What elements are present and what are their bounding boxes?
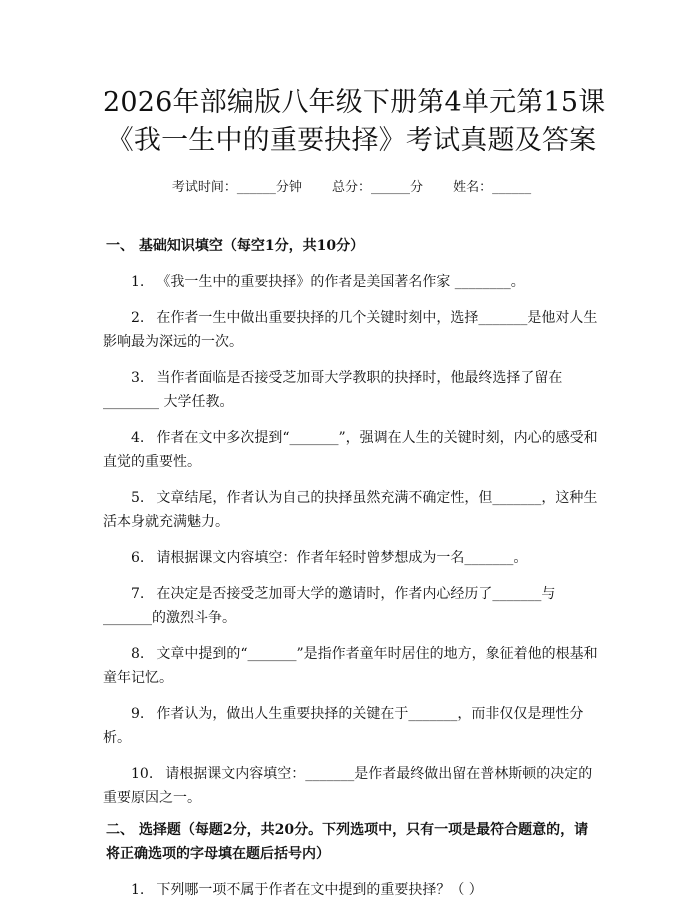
question-1-2	[103, 306, 600, 354]
total-score-label: 总分：	[331, 180, 371, 195]
exam-time-blank: ______	[236, 180, 276, 195]
page-title	[103, 84, 606, 160]
question-1-5	[103, 486, 600, 534]
exam-time-field	[172, 179, 302, 197]
student-name-label: 姓名：	[453, 180, 493, 195]
exam-time-label: 考试时间：	[171, 180, 237, 195]
question-1-9	[103, 702, 600, 750]
question-number: 3.	[131, 370, 145, 386]
question-1-3	[103, 366, 600, 414]
question-text: 请根据课文内容填空：_______是作者最终做出留在普林斯顿的决定的重要原因之一。	[103, 766, 593, 806]
total-score-field	[332, 179, 423, 197]
question-text: 文章中提到的“_______”是指作者童年时居住的地方，象征着他的根基和童年记忆。	[103, 646, 598, 686]
exam-time-unit: 分钟	[275, 180, 302, 195]
exam-meta-info	[103, 179, 600, 197]
question-number: 5.	[131, 490, 145, 506]
title-line-2: 《我一生中的重要抉择》考试真题及答案	[106, 125, 597, 156]
question-text: 作者在文中多次提到“_______”，强调在人生的关键时刻，内心的感受和直觉的重要性。	[103, 430, 598, 470]
section-heading-fill-blank: 一、 基础知识填空（每空1分，共10分）	[106, 238, 365, 254]
question-number: 9.	[131, 706, 145, 722]
question-1-1	[103, 270, 600, 294]
question-text: 下列哪一项不属于作者在文中提到的重要抉择？（ ）	[156, 882, 483, 898]
question-text: 请根据课文内容填空：作者年轻时曾梦想成为一名_______。	[156, 550, 528, 566]
question-text: 当作者面临是否接受芝加哥大学教职的抉择时，他最终选择了留在________ 大学任教。	[103, 370, 563, 410]
question-number: 8.	[131, 646, 145, 662]
question-number: 10.	[131, 766, 154, 782]
question-number: 1.	[131, 882, 145, 898]
question-text: 文章结尾，作者认为自己的抉择虽然充满不确定性，但_______，这种生活本身就充满魅力。	[103, 490, 598, 530]
question-text: 在作者一生中做出重要抉择的几个关键时刻中，选择_______是他对人生影响最为深远的一次。	[103, 310, 598, 350]
question-1-4	[103, 426, 600, 474]
question-2-1	[103, 878, 600, 902]
question-number: 6.	[131, 550, 145, 566]
total-score-blank: ______	[371, 180, 410, 195]
title-line-1: 2026年部编版八年级下册第4单元第15课	[103, 87, 606, 118]
student-name-blank: ______	[492, 180, 532, 195]
total-score-unit: 分	[410, 180, 424, 195]
question-text: 作者认为，做出人生重要抉择的关键在于_______，而非仅仅是理性分析。	[103, 706, 584, 746]
question-number: 2.	[131, 310, 145, 326]
question-number: 7.	[131, 586, 145, 602]
question-number: 1.	[131, 274, 145, 290]
section-heading-multiple-choice: 二、 选择题（每题2分，共20分。下列选项中，只有一项是最符合题意的，请将正确选项的字母填在题后括号内）	[106, 822, 589, 862]
question-1-10	[103, 762, 600, 810]
question-1-7	[103, 582, 600, 630]
question-1-8	[103, 642, 600, 690]
question-text: 《我一生中的重要抉择》的作者是美国著名作家 ________。	[156, 274, 525, 290]
question-text: 在决定是否接受芝加哥大学的邀请时，作者内心经历了_______与_______的激烈斗争。	[103, 586, 556, 626]
question-1-6	[103, 546, 600, 570]
question-number: 4.	[131, 430, 145, 446]
student-name-field	[453, 179, 531, 197]
